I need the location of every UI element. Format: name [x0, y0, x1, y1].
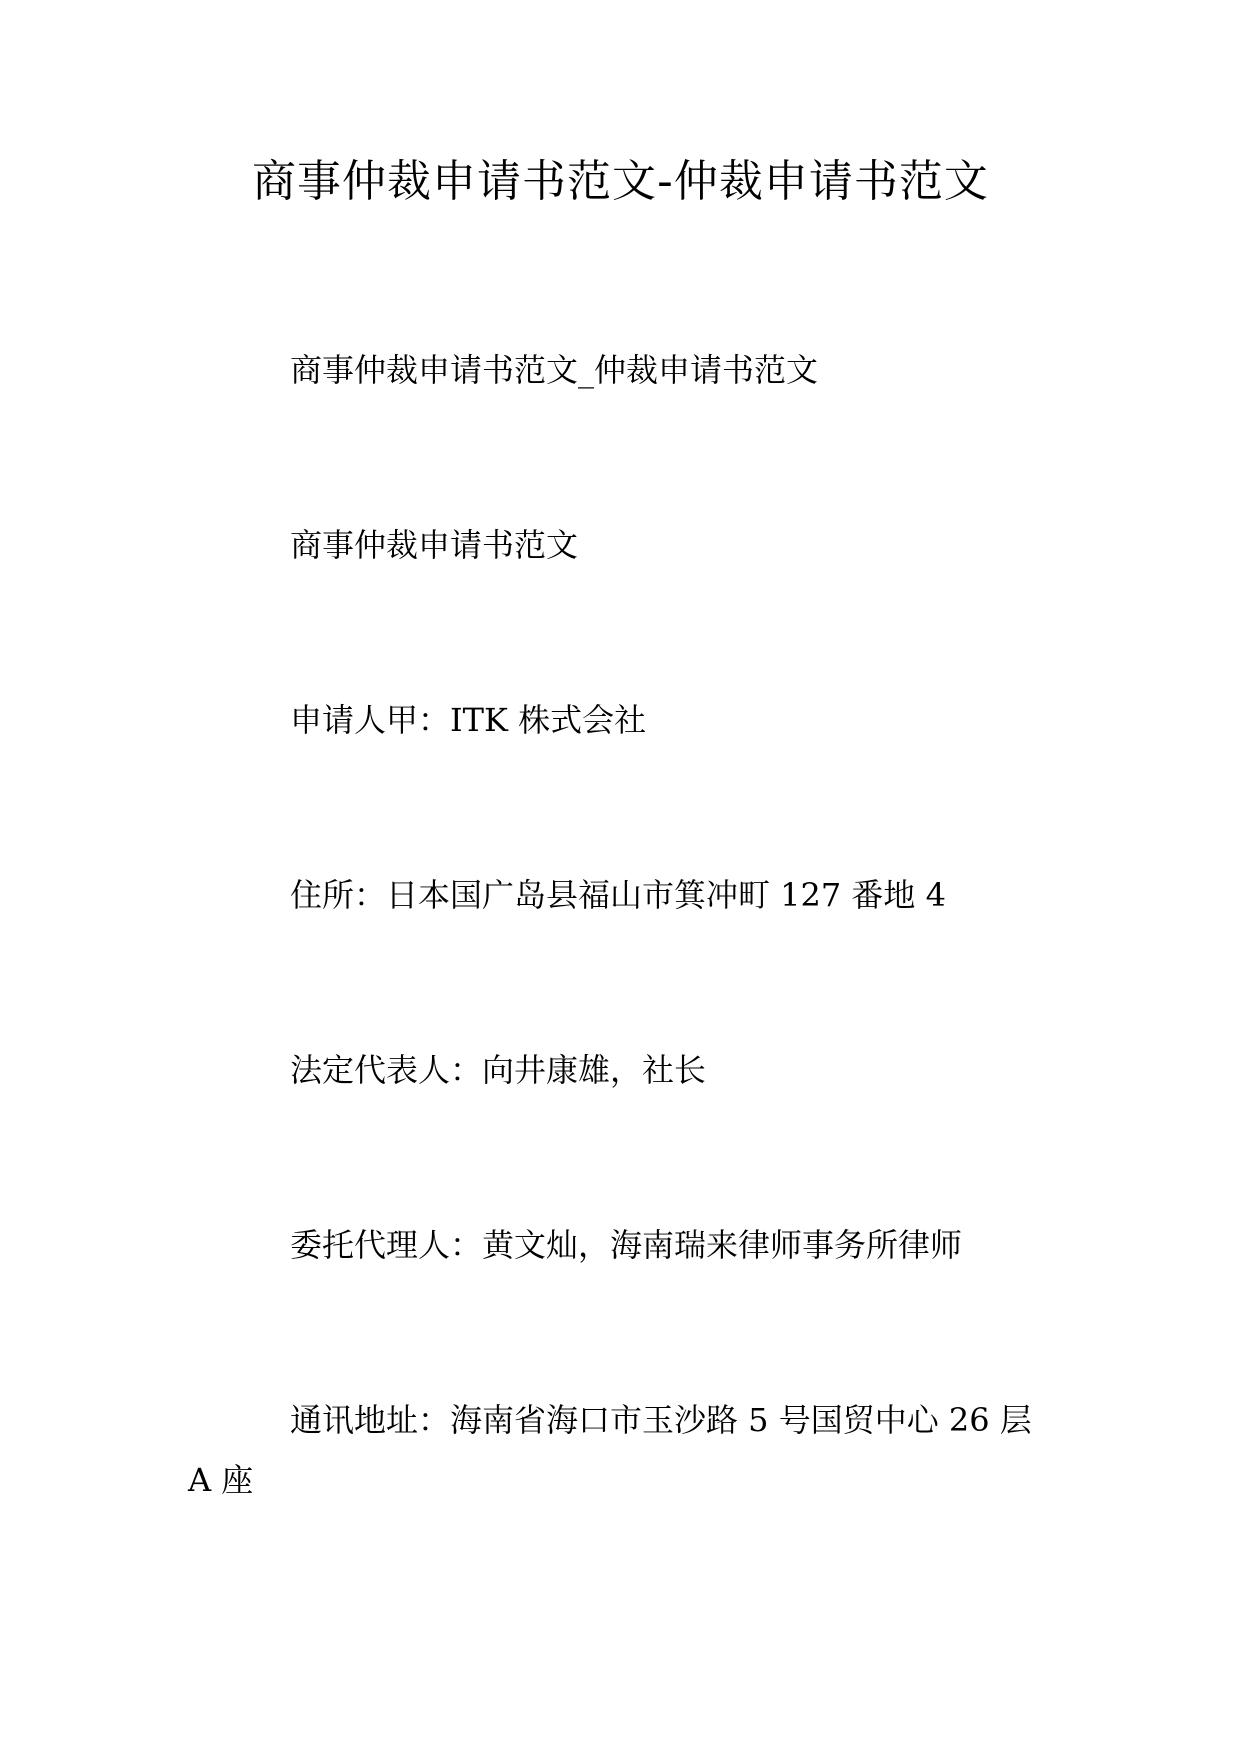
paragraph-address: 住所：日本国广岛县福山市箕冲町 127 番地 4 [290, 876, 946, 914]
document-title: 商事仲裁申请书范文-仲裁申请书范文 [252, 156, 989, 207]
paragraph-legal-representative: 法定代表人：向井康雄，社长 [290, 1051, 707, 1089]
paragraph-mailing-address: 通讯地址：海南省海口市玉沙路 5 号国贸中心 26 层 A 座 [188, 1401, 1032, 1499]
paragraph-heading: 商事仲裁申请书范文 [290, 526, 579, 564]
paragraph-agent: 委托代理人：黄文灿，海南瑞来律师事务所律师 [290, 1226, 963, 1264]
paragraph-subtitle: 商事仲裁申请书范文_仲裁申请书范文 [290, 351, 819, 389]
paragraph-applicant: 申请人甲：ITK 株式会社 [290, 701, 647, 739]
